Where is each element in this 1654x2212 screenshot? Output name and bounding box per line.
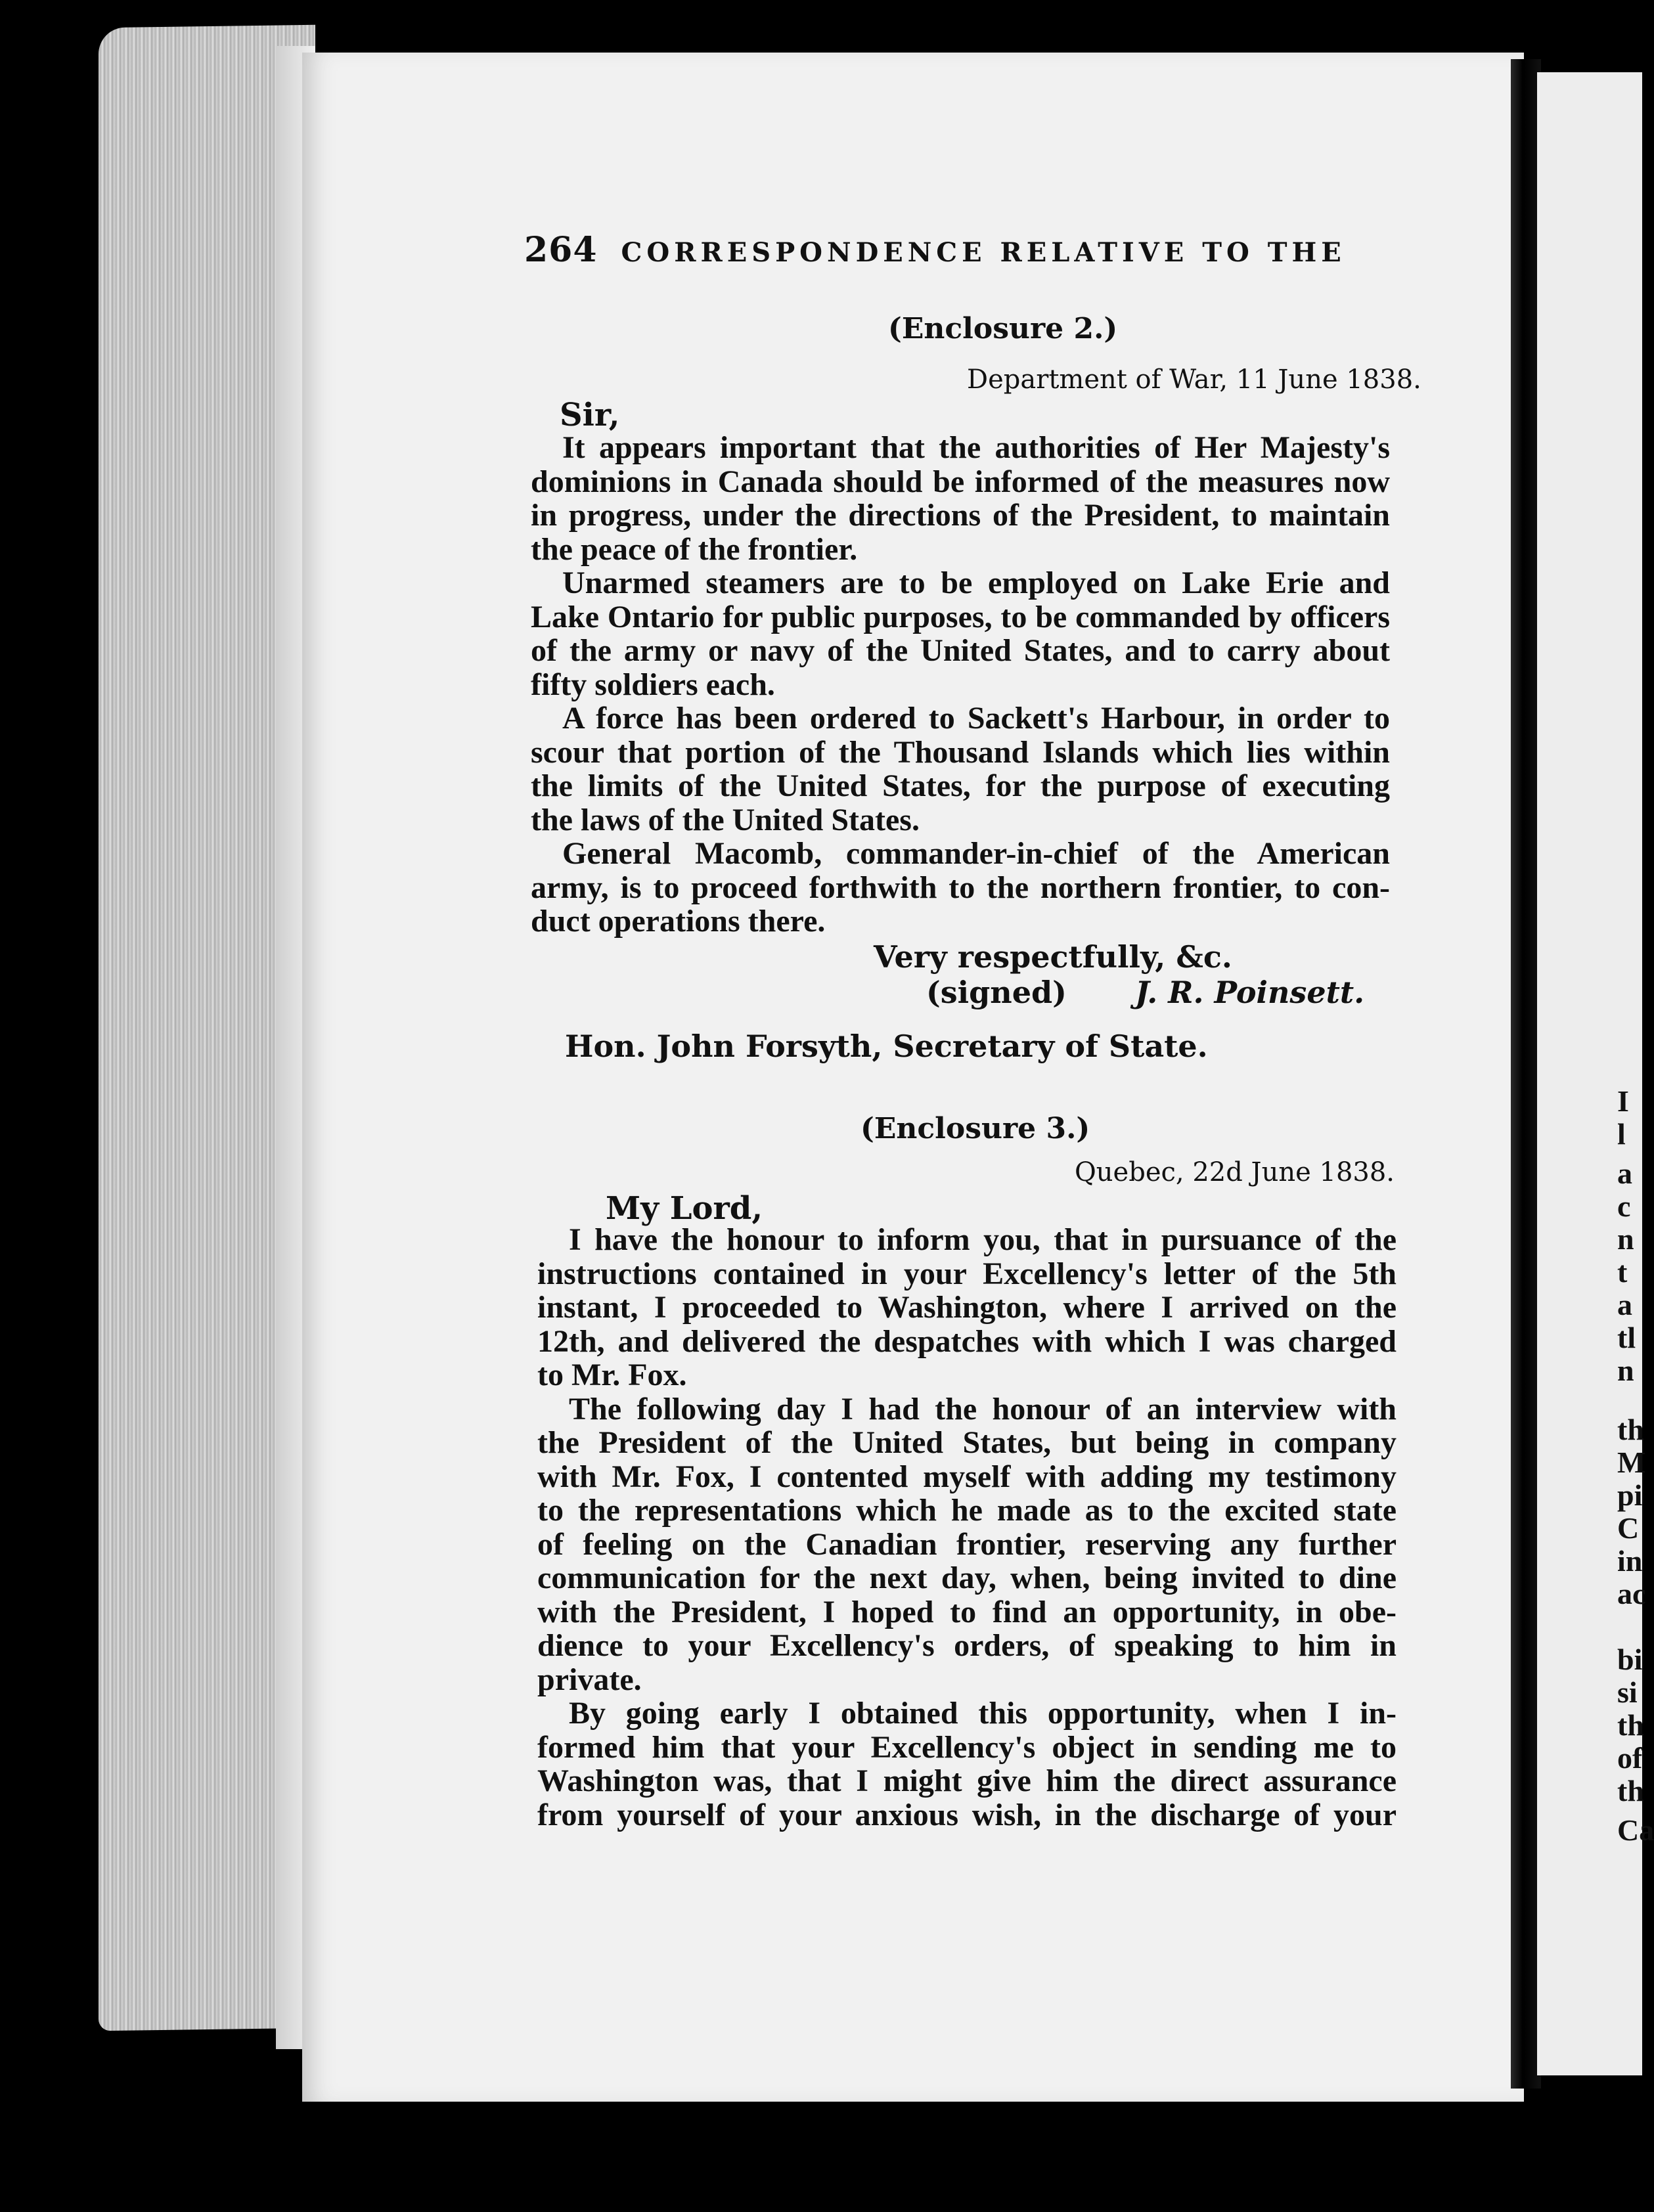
- text-line: fifty soldiers each.: [531, 667, 775, 702]
- text-line: Washington was, that I might give him the direct assurance: [537, 1763, 1397, 1798]
- facing-page-fragment: C: [1617, 1511, 1640, 1545]
- text-line: the President of the United States, but being in company: [537, 1425, 1397, 1460]
- enclosure-3-salutation: My Lord,: [606, 1190, 763, 1227]
- page-number: 264: [524, 230, 598, 270]
- text-line: It appears important that the authorities of Her Majesty's: [562, 430, 1390, 465]
- text-line: By going early I obtained this opportunity, when I in-: [569, 1696, 1397, 1731]
- running-header: [524, 230, 1346, 270]
- facing-page-fragment: n: [1617, 1222, 1634, 1256]
- running-title: CORRESPONDENCE RELATIVE TO THE: [621, 237, 1346, 268]
- facing-page-fragment: th: [1617, 1413, 1644, 1446]
- enclosure-2-signature: J. R. Poinsett.: [1135, 975, 1365, 1010]
- facing-page-fragment: si: [1617, 1675, 1638, 1709]
- text-line: dience to your Excellency's orders, of speaking to him in: [537, 1628, 1397, 1663]
- facing-page-fragment: M: [1617, 1446, 1646, 1479]
- text-line: Unarmed steamers are to be employed on Lake Erie and: [562, 565, 1390, 600]
- text-line: General Macomb, commander-in-chief of the American: [562, 836, 1390, 871]
- text-line: in progress, under the directions of the President, to maintain: [531, 498, 1390, 533]
- enclosure-2-signed-label: (signed): [926, 975, 1067, 1010]
- enclosure-3-body: [537, 1223, 1397, 1832]
- text-line: formed him that your Excellency's object in sending me to: [537, 1729, 1397, 1765]
- text-line: The following day I had the honour of an interview with: [569, 1391, 1397, 1427]
- text-line: dominions in Canada should be informed of the measures now: [531, 464, 1390, 499]
- text-line: communication for the next day, when, being invited to dine: [537, 1560, 1397, 1595]
- text-line: private.: [537, 1662, 642, 1697]
- text-line: the peace of the frontier.: [531, 531, 858, 567]
- text-line: to Mr. Fox.: [537, 1358, 687, 1392]
- facing-page-fragment: of: [1617, 1741, 1643, 1775]
- facing-page-fragment: a: [1617, 1157, 1632, 1190]
- text-line: of the army or navy of the United States, and to carry about: [531, 633, 1390, 668]
- text-line: duct operations there.: [531, 904, 826, 939]
- text-line: from yourself of your anxious wish, in the discharge of your: [537, 1797, 1397, 1832]
- facing-page-fragment: th: [1617, 1708, 1644, 1742]
- text-line: with Mr. Fox, I contented myself with adding my testimony: [537, 1459, 1397, 1494]
- facing-page-fragment: th: [1617, 1774, 1644, 1807]
- facing-page-fragment: I: [1617, 1084, 1629, 1118]
- text-line: 12th, and delivered the despatches with which I was charged: [537, 1323, 1397, 1359]
- facing-page-fragment: bi: [1617, 1643, 1643, 1676]
- facing-page-fragment: Ca: [1617, 1813, 1654, 1847]
- facing-page-fragment: n: [1617, 1354, 1634, 1387]
- text-line: instant, I proceeded to Washington, where I arrived on the: [537, 1290, 1397, 1325]
- facing-page-fragment: a: [1617, 1288, 1632, 1321]
- enclosure-3-heading: (Enclosure 3.): [861, 1112, 1090, 1145]
- text-line: Lake Ontario for public purposes, to be commanded by officers: [531, 599, 1390, 634]
- text-line: of feeling on the Canadian frontier, reserving any further: [537, 1526, 1397, 1562]
- facing-page-fragment: l: [1617, 1117, 1626, 1151]
- enclosure-3-dateline: Quebec, 22d June 1838.: [1075, 1157, 1395, 1187]
- enclosure-2-dateline: Department of War, 11 June 1838.: [967, 365, 1421, 395]
- enclosure-2-salutation: Sir,: [560, 397, 620, 433]
- facing-page-fragment: in: [1617, 1544, 1643, 1578]
- enclosure-2-heading: (Enclosure 2.): [888, 312, 1118, 345]
- facing-page-fragment: t: [1617, 1255, 1628, 1289]
- text-line: instructions contained in your Excellency's letter of the 5th: [537, 1256, 1397, 1291]
- text-line: to the representations which he made as to the excited state: [537, 1493, 1397, 1528]
- text-line: the limits of the United States, for the purpose of executing: [531, 768, 1390, 803]
- facing-page-fragment: pi: [1617, 1478, 1643, 1512]
- facing-page-fragment: ac: [1617, 1577, 1646, 1610]
- text-line: the laws of the United States.: [531, 802, 920, 837]
- text-line: army, is to proceed forthwith to the northern frontier, to con-: [531, 870, 1390, 905]
- facing-page-fragment: tl: [1617, 1321, 1636, 1354]
- text-line: scour that portion of the Thousand Islands which lies within: [531, 734, 1390, 770]
- facing-page-fragment: c: [1617, 1189, 1631, 1223]
- text-line: A force has been ordered to Sackett's Harbour, in order to: [562, 701, 1390, 736]
- enclosure-2-body: [531, 431, 1390, 939]
- enclosure-2-closing: Very respectfully, &c.: [874, 939, 1232, 975]
- text-line: I have the honour to inform you, that in pursuance of the: [569, 1222, 1397, 1257]
- text-line: with the President, I hoped to find an opportunity, in obe-: [537, 1594, 1397, 1629]
- enclosure-2-addressee: Hon. John Forsyth, Secretary of State.: [565, 1029, 1208, 1064]
